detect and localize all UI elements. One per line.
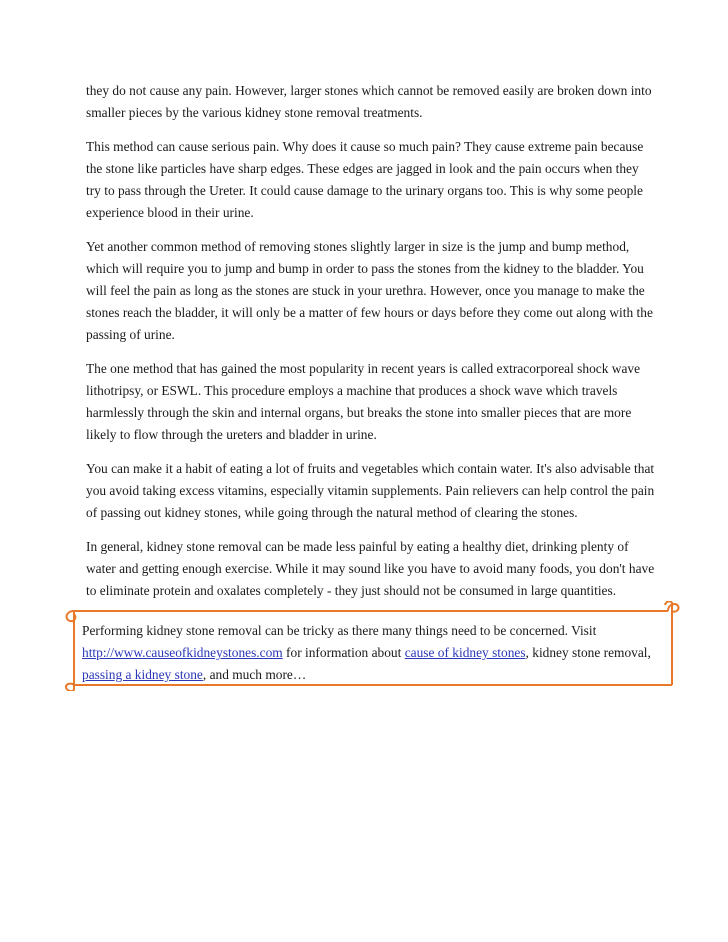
cause-of-kidney-stones-link[interactable]: cause of kidney stones — [404, 645, 526, 660]
callout-text — [82, 620, 672, 686]
site-link[interactable]: http://www.causeofkidneystones.com — [82, 645, 283, 660]
scroll-callout — [62, 601, 680, 691]
paragraph-1: they do not cause any pain. However, larger stones which cannot be removed easily are broken down into smaller pieces by the various kidney stone removal treatments. — [86, 83, 652, 120]
callout-text-part-2: for information about — [282, 645, 405, 660]
callout-text-part-1: Performing kidney stone removal can be tricky as there many things need to be concerned. Visit — [82, 623, 597, 638]
paragraph-3: Yet another common method of removing stones slightly larger in size is the jump and bump method, which will require you to jump and bump in order to pass the stones from the kidney to the bladder. You will feel the pain as long as the stones are stuck in your urethra. However, once you manage to make the stones reach the bladder, it will only be a matter of few hours or days before they come out along with the passing of urine. — [86, 239, 653, 342]
article-body — [86, 80, 656, 614]
callout-text-part-4: , and much more… — [202, 667, 307, 682]
callout-text-part-3: , kidney stone removal, — [525, 645, 651, 660]
passing-a-kidney-stone-link[interactable]: passing a kidney stone — [82, 667, 203, 682]
paragraph-2: This method can cause serious pain. Why does it cause so much pain? They cause extreme pain because the stone like particles have sharp edges. These edges are jagged in look and the pain occurs when they try to pass through the Ureter. It could cause damage to the urinary organs too. This is why some people experience blood in their urine. — [86, 139, 644, 220]
paragraph-6: In general, kidney stone removal can be made less painful by eating a healthy diet, drinking plenty of water and getting enough exercise. While it may sound like you have to avoid many foods, you don't have to eliminate protein and oxalates completely - they just should not be consumed in large quantities. — [86, 539, 655, 598]
paragraph-5: You can make it a habit of eating a lot of fruits and vegetables which contain water. It's also advisable that you avoid taking excess vitamins, especially vitamin supplements. Pain relievers can help control the pain of passing out kidney stones, while going through the natural method of clearing the stones. — [86, 461, 655, 520]
paragraph-4: The one method that has gained the most popularity in recent years is called extracorporeal shock wave lithotripsy, or ESWL. This procedure employs a machine that produces a shock wave which travels harmlessly through the skin and internal organs, but breaks the stone into smaller pieces that are more likely to flow through the ureters and bladder in urine. — [86, 361, 641, 442]
